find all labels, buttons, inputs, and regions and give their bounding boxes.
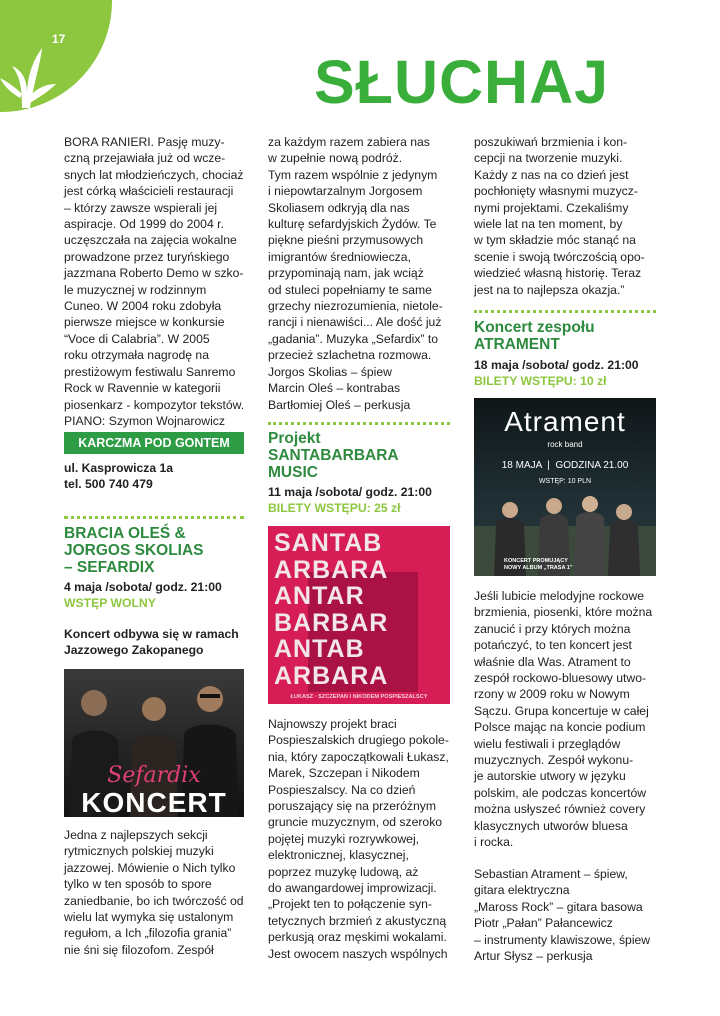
event-3-price: BILETY WSTĘPU: 10 zł <box>474 374 607 388</box>
poster-koncert-text: KONCERT <box>81 787 227 817</box>
sefardix-continued: za każdym razem zabiera nas w zupełnie nową podróż. Tym razem wspólnie z jedynym i niepowtarzalnym Jorgosem Skoliasem odkryją dla nas kulturę sefardyjskich Żydów. Te piękne pieśni przymusowych imigrantów średniowiecza, przypominają nam, jak wciąż od stuleci popełniamy te same grzechy niezrozumienia, nietole- rancji i nienawiści... Ale dość już „gadania”. Muzyka „Sefardix” to przecież szlachetna rozmowa. Jorgos Skolias – śpiew Marcin Oleś – kontrabas Bartłomiej Oleś – perkusja <box>268 135 443 412</box>
poster-letter-line: ANTAB <box>274 635 365 663</box>
santabarbara-continued: poszukiwań brzmienia i kon- cepcji na tworzenie muzyki. Każdy z nas na co dzień jest pochłonięty własnymi muzycz- nymi projektami. Czekaliśmy wiele lat na ten moment, by w tym składzie móc stanąć na scenie i swoją twórczością opo- wiedzieć własną historię. Teraz jest na to najlepsza okazja.” <box>474 135 645 297</box>
event-2-title: Projekt SANTABARBARA MUSIC <box>268 430 399 481</box>
poster-caption: KONCERT PROMUJĄCY NOWY ALBUM „TRASA 1” <box>504 558 573 571</box>
page-number: 17 <box>52 32 66 46</box>
poster-letter-line: SANTAB <box>274 529 383 557</box>
poster-letter-line: ARBARA <box>274 555 389 584</box>
band-photo-illustration <box>474 398 656 576</box>
poster-letter-line: ANTAR <box>274 582 365 610</box>
event-1-date: 4 maja /sobota/ godz. 21:00 <box>64 580 222 594</box>
atrament-poster <box>474 398 656 576</box>
poster-date-text: 18 MAJA | GODZINA 21.00 <box>501 460 629 471</box>
column-1-text <box>64 134 254 429</box>
event-1-title: BRACIA OLEŚ & JORGOS SKOLIAS – SEFARDIX <box>64 525 204 576</box>
sefardix-poster <box>64 669 244 817</box>
event-1-price: WSTĘP WOLNY <box>64 596 156 610</box>
dotted-divider <box>474 310 656 313</box>
poster-brand-text: Atrament <box>504 406 626 437</box>
event-2-price: BILETY WSTĘPU: 25 zł <box>268 501 401 515</box>
event-3-members: Sebastian Atrament – śpiew, gitara elektryczna „Maross Rock” – gitara basowa Piotr „Pałan” Pałancewicz – instrumenty klawiszowe, śpiew Artur Słysz – perkusja <box>474 867 651 964</box>
santabarbara-poster <box>268 526 450 704</box>
poster-caption: ŁUKASZ · SZCZEPAN I NIKODEM POSPIESZALSCY <box>290 694 428 700</box>
event-2-date: 11 maja /sobota/ godz. 21:00 <box>268 485 432 499</box>
column-2-text <box>268 134 458 413</box>
poster-price-text: WSTĘP: 10 PLN <box>538 478 592 485</box>
event-3-date: 18 maja /sobota/ godz. 21:00 <box>474 358 639 372</box>
event-1-description: Jedna z najlepszych sekcji rytmicznych polskiej muzyki jazzowej. Mówienie o Nich tylko tylko w ten sposób to spore zaniedbanie, bo ich twórczość od wielu lat wymyka się ustalonym regułom, a Ich „filozofia grania” nie śni się filozofom. Zespół <box>64 828 244 957</box>
poster-sub-text: rock band <box>547 440 583 449</box>
event-1-note: Koncert odbywa się w ramach Jazzowego Zakopanego <box>64 627 239 658</box>
poster-letter-lines <box>274 530 448 689</box>
singer-bio: BORA RANIERI. Pasję muzy- czną przejawiała już od wcze- snych lat młodzieńczych, chociaż jest córką właścicieli restauracji – którzy zawsze wspierali jej aspiracje. Od 1999 do 2004 r. uczęszczała na zajęcia wokalne prowadzone przez turyńskiego jazzmana Roberto Demo w szko- le muzycznej w rodzinnym Cuneo. W 2004 roku zdobyła pierwsze miejsce w konkursie “Voce di Calabria”. W 2005 roku otrzymała nagrodę na prestiżowym festiwalu Sanremo Rock w Ravennie w kategorii piosenkarz - kompozytor tekstów. PIANO: Szymon Wojnarowicz <box>64 135 245 428</box>
poster-letter-line: ARBARA <box>274 661 389 690</box>
leaf-icon <box>0 40 60 110</box>
event-3-title: Koncert zespołu ATRAMENT <box>474 319 595 353</box>
venue-name-box: KARCZMA POD GONTEM <box>64 432 244 454</box>
page-title: SŁUCHAJ <box>314 48 610 116</box>
event-2-description: Najnowszy projekt braci Pospieszalskich drugiego pokole- nia, który zapoczątkowali Łukasz, Marek, Szczepan i Nikodem Pospieszalscy. Na co dzień poruszający się na przeróżnym gruncie muzycznym, od szeroko pojętej muzyki rozrywkowej, elektronicznej, klasycznej, poprzez muzykę ludową, aż do awangardowej improwizacji. „Projekt ten to połączenie syn- tetycznych brzmień z akustyczną perkusją oraz męskimi wokalami. Jest owocem naszych wspólnych <box>268 717 449 961</box>
column-3-text <box>474 134 664 298</box>
dotted-divider <box>268 422 450 425</box>
event-3-description: Jeśli lubicie melodyjne rockowe brzmienia, piosenki, które można zanucić i przy których można potańczyć, to ten koncert jest właśnie dla Was. Atrament to zespół rockowo-bluesowy utwo- rzony w 2009 roku w Nowym Sączu. Grupa koncertuje w całej Polsce mając na koncie podium wielu festiwali i przeglądów muzycznych. Zespół wykonu- je autorskie utwory w języku polskim, ale podczas koncertów można usłyszeć również covery klasycznych utworów bluesa i rocka. <box>474 589 653 850</box>
poster-script-text: Sefardix <box>107 763 201 788</box>
poster-letter-line: BARBAR <box>274 608 389 637</box>
venue-address: ul. Kasprowicza 1a tel. 500 740 479 <box>64 461 174 492</box>
dotted-divider <box>64 516 244 519</box>
